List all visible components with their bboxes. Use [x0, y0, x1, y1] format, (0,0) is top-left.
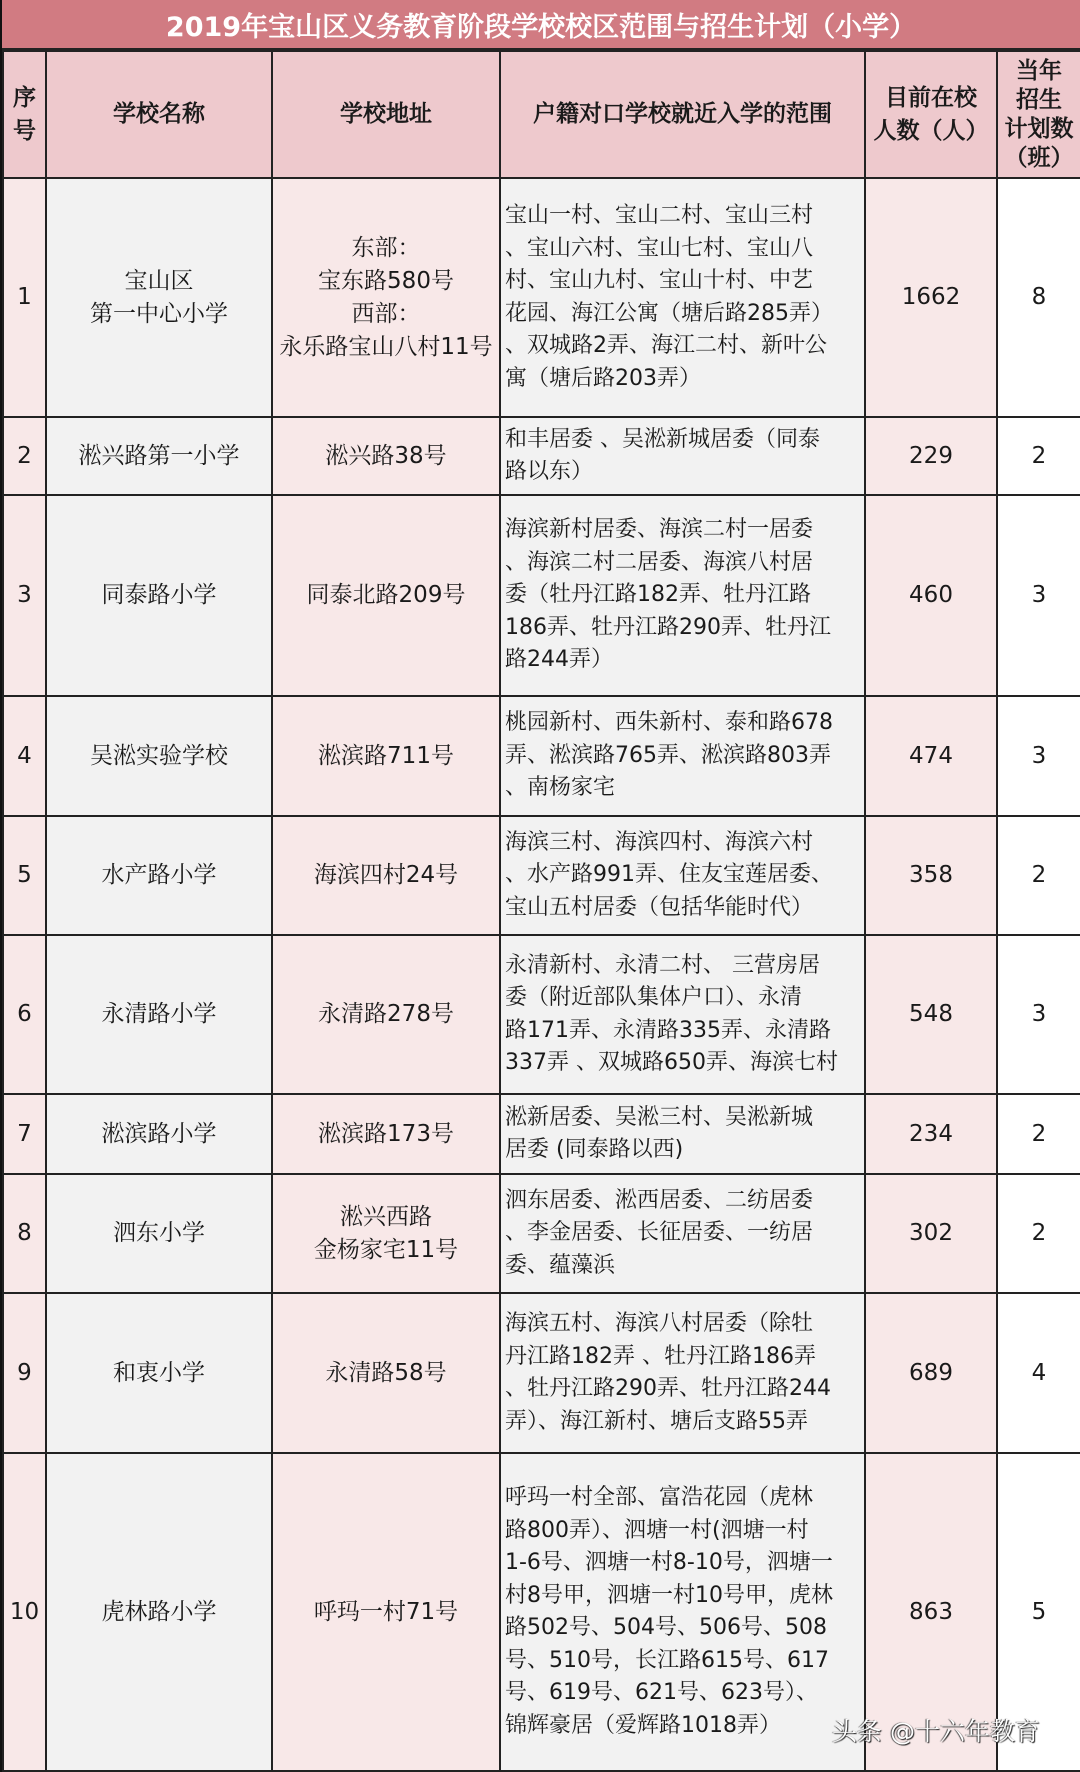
- watermark: 头条 @十六年教育: [832, 1717, 1040, 1746]
- header-enrollment-range: 户籍对口学校就近入学的范围: [500, 51, 865, 178]
- school-address: [272, 935, 500, 1094]
- school-address-line: 淞兴路38号: [325, 442, 447, 469]
- header-class-plan: 当年 招生 计划数 （班）: [997, 51, 1080, 178]
- school-address-line: 金杨家宅11号: [313, 1236, 459, 1263]
- class-plan: 2: [997, 417, 1080, 495]
- enrollment-range-line: 委（牡丹江路182弄、牡丹江路: [505, 582, 811, 608]
- school-address: [272, 495, 500, 696]
- table-title: 2019年宝山区义务教育阶段学校校区范围与招生计划（小学）: [2, 0, 1080, 50]
- enrollment-range-line: 路171弄、永清路335弄、永清路: [505, 1017, 831, 1043]
- enrollment-range: [500, 935, 865, 1094]
- enrollment-range-line: 1-6号、泗塘一村8-10号，泗塘一: [505, 1550, 833, 1575]
- school-address: [272, 1174, 500, 1293]
- enrollment-range-line: 桃园新村、西朱新村、泰和路678: [505, 710, 833, 736]
- row-index: 2: [3, 417, 46, 495]
- class-plan: 3: [997, 696, 1080, 816]
- enrollment-range-line: 委、蕴藻浜: [505, 1252, 616, 1278]
- school-name-line: 和衷小学: [113, 1359, 205, 1386]
- row-index: 7: [3, 1094, 46, 1174]
- enrollment-range-line: 弄、淞滨路765弄、淞滨路803弄: [505, 742, 831, 768]
- current-students: 863: [865, 1453, 997, 1771]
- enrollment-table: [2, 50, 1080, 1772]
- current-students: 474: [865, 696, 997, 816]
- table-row: [3, 935, 1080, 1094]
- school-address-line: 永乐路宝山八村11号: [279, 333, 493, 360]
- table-row: [3, 495, 1080, 696]
- school-name: [46, 1453, 272, 1771]
- enrollment-range: [500, 178, 865, 417]
- row-index: 5: [3, 816, 46, 935]
- enrollment-range-line: 号、510号，长江路615号、617: [505, 1647, 829, 1673]
- school-address-line: 海滨四村24号: [313, 862, 459, 888]
- enrollment-range-line: 寓（塘后路203弄）: [505, 365, 701, 391]
- enrollment-range-line: 丹江路182弄 、牡丹江路186弄: [505, 1343, 816, 1369]
- school-address-line: 西部：: [351, 300, 421, 327]
- enrollment-range-line: 海滨三村、海滨四村、海滨六村: [505, 829, 814, 855]
- table-row: [3, 178, 1080, 417]
- row-index: 8: [3, 1174, 46, 1293]
- enrollment-range-line: 永清新村、永清二村、 三营房居: [505, 952, 820, 978]
- school-name: [46, 935, 272, 1094]
- enrollment-range-line: 路800弄）、泗塘一村(泗塘一村: [505, 1517, 809, 1543]
- school-name-line: 吴淞实验学校: [90, 742, 228, 769]
- enrollment-range-line: 宝山五村居委（包括华能时代）: [505, 894, 814, 920]
- enrollment-range-line: 、水产路991弄、住友宝莲居委、: [505, 862, 833, 888]
- school-name: [46, 816, 272, 935]
- school-address: [272, 1453, 500, 1771]
- row-index: 6: [3, 935, 46, 1094]
- enrollment-range-line: 委（附近部队集体户口）、永清: [505, 985, 803, 1010]
- enrollment-range: [500, 495, 865, 696]
- school-name-line: 水产路小学: [101, 862, 217, 888]
- class-plan: 4: [997, 1293, 1080, 1453]
- header-row: [3, 51, 1080, 178]
- table-body: [3, 178, 1080, 1771]
- school-name: [46, 1094, 272, 1174]
- school-address-line: 呼玛一村71号: [313, 1598, 459, 1625]
- table-row: [3, 1293, 1080, 1453]
- enrollment-range-line: 路244弄）: [505, 647, 613, 673]
- enrollment-range-line: 村8号甲，泗塘一村10号甲，虎林: [505, 1582, 833, 1608]
- table-row: [3, 696, 1080, 816]
- enrollment-range-line: 路以东）: [505, 459, 594, 484]
- enrollment-range: [500, 816, 865, 935]
- school-name-line: 淞兴路第一小学: [78, 442, 240, 469]
- school-name: [46, 495, 272, 696]
- school-name: [46, 1174, 272, 1293]
- school-address-line: 永清路58号: [325, 1359, 447, 1386]
- school-address: [272, 178, 500, 417]
- current-students: 689: [865, 1293, 997, 1453]
- row-index: 9: [3, 1293, 46, 1453]
- current-students: 1662: [865, 178, 997, 417]
- school-address-line: 宝东路580号: [318, 267, 454, 294]
- table-row: [3, 417, 1080, 495]
- enrollment-range-line: 海滨五村、海滨八村居委（除牡: [505, 1311, 814, 1336]
- current-students: 460: [865, 495, 997, 696]
- class-plan: 3: [997, 935, 1080, 1094]
- current-students: 234: [865, 1094, 997, 1174]
- enrollment-range-line: 淞新居委、吴淞三村、吴淞新城: [505, 1104, 814, 1130]
- school-name: [46, 696, 272, 816]
- school-name: [46, 178, 272, 417]
- class-plan: 5: [997, 1453, 1080, 1771]
- school-address: [272, 816, 500, 935]
- school-address: [272, 696, 500, 816]
- school-address: [272, 1094, 500, 1174]
- school-address-line: 东部：: [351, 234, 421, 261]
- class-plan: 8: [997, 178, 1080, 417]
- enrollment-range-line: 186弄、牡丹江路290弄、牡丹江: [505, 614, 831, 640]
- enrollment-range-line: 号、619号、621号、623号）、: [505, 1680, 818, 1705]
- school-address-line: 淞兴西路: [340, 1203, 432, 1230]
- school-name: [46, 1293, 272, 1453]
- school-name-line: 第一中心小学: [90, 300, 228, 327]
- school-name-line: 宝山区: [124, 267, 194, 294]
- header-current-students: 目前在校 人数（人）: [865, 51, 997, 178]
- class-plan: 2: [997, 1174, 1080, 1293]
- header-school-address: 学校地址: [272, 51, 500, 178]
- school-address: [272, 1293, 500, 1453]
- enrollment-range-line: 和丰居委 、吴淞新城居委（同泰: [505, 426, 820, 452]
- header-index: 序 号: [3, 51, 46, 178]
- enrollment-range-line: 、牡丹江路290弄、牡丹江路244: [505, 1376, 831, 1401]
- enrollment-range-line: 呼玛一村全部、富浩花园（虎林: [505, 1485, 814, 1510]
- enrollment-range-line: 弄）、海江新村、塘后支路55弄: [505, 1408, 808, 1434]
- enrollment-range: [500, 1293, 865, 1453]
- school-name-line: 淞滨路小学: [101, 1120, 217, 1147]
- class-plan: 2: [997, 1094, 1080, 1174]
- enrollment-range-line: 居委 (同泰路以西): [505, 1137, 684, 1162]
- row-index: 10: [3, 1453, 46, 1771]
- enrollment-range-line: 村、宝山九村、宝山十村、中艺: [505, 268, 814, 293]
- enrollment-range-line: 路502号、504号、506号、508: [505, 1615, 827, 1640]
- enrollment-range-line: 、海滨二村二居委、海滨八村居: [505, 549, 814, 575]
- header-school-name: 学校名称: [46, 51, 272, 178]
- school-address-line: 淞滨路711号: [318, 742, 454, 769]
- enrollment-range: [500, 417, 865, 495]
- current-students: 358: [865, 816, 997, 935]
- enrollment-range: [500, 1453, 865, 1771]
- table-row: [3, 816, 1080, 935]
- school-name-line: 泗东小学: [113, 1220, 205, 1246]
- enrollment-range-line: 337弄 、双城路650弄、海滨七村: [505, 1050, 838, 1075]
- row-index: 4: [3, 696, 46, 816]
- school-address: [272, 417, 500, 495]
- enrollment-range-line: 、李金居委、长征居委、一纺居: [505, 1220, 814, 1246]
- school-name-line: 虎林路小学: [101, 1598, 217, 1625]
- enrollment-range-line: 海滨新村居委、海滨二村一居委: [505, 517, 814, 543]
- enrollment-range-line: 泗东居委、淞西居委、二纺居委: [505, 1187, 814, 1213]
- school-name-line: 永清路小学: [101, 1001, 217, 1027]
- enrollment-range: [500, 696, 865, 816]
- table-row: [3, 1174, 1080, 1293]
- current-students: 229: [865, 417, 997, 495]
- enrollment-range-line: 、南杨家宅: [505, 775, 616, 801]
- enrollment-range-line: 花园、海江公寓（塘后路285弄）: [505, 300, 833, 326]
- enrollment-range: [500, 1094, 865, 1174]
- class-plan: 3: [997, 495, 1080, 696]
- enrollment-range-line: 、双城路2弄、海江二村、新叶公: [505, 333, 827, 358]
- school-name: [46, 417, 272, 495]
- current-students: 548: [865, 935, 997, 1094]
- enrollment-range-line: 、宝山六村、宝山七村、宝山八: [505, 235, 814, 261]
- row-index: 1: [3, 178, 46, 417]
- enrollment-range: [500, 1174, 865, 1293]
- school-name-line: 同泰路小学: [101, 582, 217, 608]
- current-students: 302: [865, 1174, 997, 1293]
- school-address-line: 永清路278号: [318, 1001, 454, 1027]
- enrollment-range-line: 锦辉豪居（爱辉路1018弄）: [505, 1712, 781, 1738]
- table-row: [3, 1094, 1080, 1174]
- enrollment-range-line: 宝山一村、宝山二村、宝山三村: [505, 203, 814, 228]
- school-address-line: 淞滨路173号: [318, 1120, 454, 1147]
- school-address-line: 同泰北路209号: [306, 582, 466, 608]
- row-index: 3: [3, 495, 46, 696]
- class-plan: 2: [997, 816, 1080, 935]
